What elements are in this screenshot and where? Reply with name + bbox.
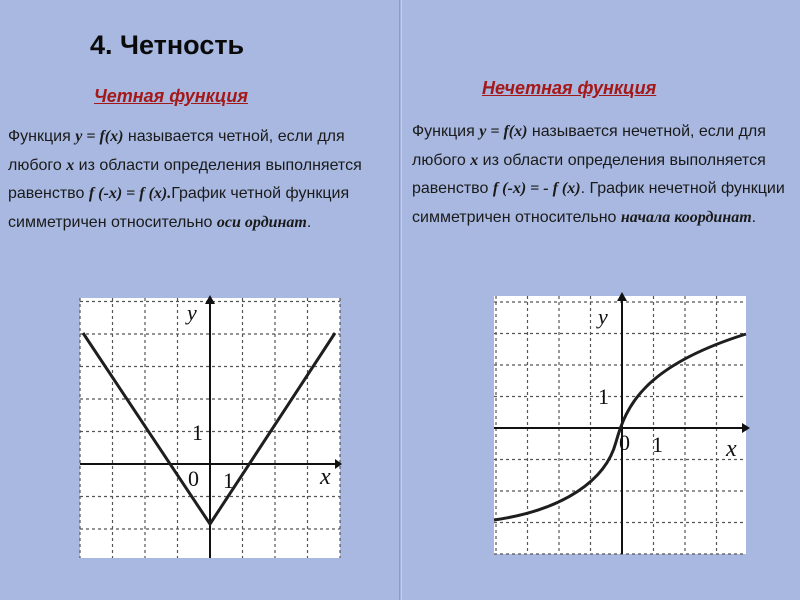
text-run: Функция: [412, 123, 480, 140]
formula-run: f (-x) = - f (x): [492, 180, 581, 197]
y-axis-label: y: [187, 300, 197, 325]
text-run: .: [751, 208, 757, 226]
x-axis-label: x: [726, 436, 737, 462]
slide-title: 4. Четность: [90, 30, 245, 60]
formula-run: оси ординат: [216, 213, 307, 231]
y-tick-label: 1: [192, 420, 203, 445]
formula-run: y = f(x): [479, 123, 528, 140]
formula-run: x: [470, 151, 479, 169]
even-definition-text: [8, 123, 398, 237]
text-run: .: [306, 213, 312, 231]
odd-function-graph: [494, 296, 746, 554]
text-run: . График нечетной функции симметричен относительно: [412, 180, 785, 226]
x-tick-label: 1: [652, 432, 663, 457]
text-run: называется нечетной, если для любого: [412, 123, 766, 169]
odd-function-heading: Нечетная функция: [482, 78, 657, 98]
origin-label: 0: [188, 466, 199, 491]
odd-definition-text: [412, 118, 797, 232]
even-function-heading: Четная функция: [94, 86, 248, 106]
text-run: Функция: [8, 128, 76, 145]
y-axis-label: y: [598, 304, 608, 329]
text-run: График четной функция симметричен относительно: [8, 185, 350, 231]
vertical-divider: [399, 0, 402, 600]
y-tick-label: 1: [598, 384, 609, 409]
formula-run: x: [66, 156, 75, 174]
text-run: из области определения выполняется равенство: [412, 151, 766, 197]
even-function-graph: [80, 298, 340, 558]
x-tick-label: 1: [223, 468, 234, 493]
text-run: называется четной, если для любого: [8, 128, 345, 174]
origin-label: 0: [619, 430, 630, 455]
x-axis-label: x: [320, 464, 331, 490]
text-run: из области определения выполняется равенство: [8, 156, 362, 202]
formula-run: f (-x) = f (x).: [88, 185, 172, 202]
formula-run: начала координат: [620, 208, 752, 226]
formula-run: y = f(x): [75, 128, 124, 145]
